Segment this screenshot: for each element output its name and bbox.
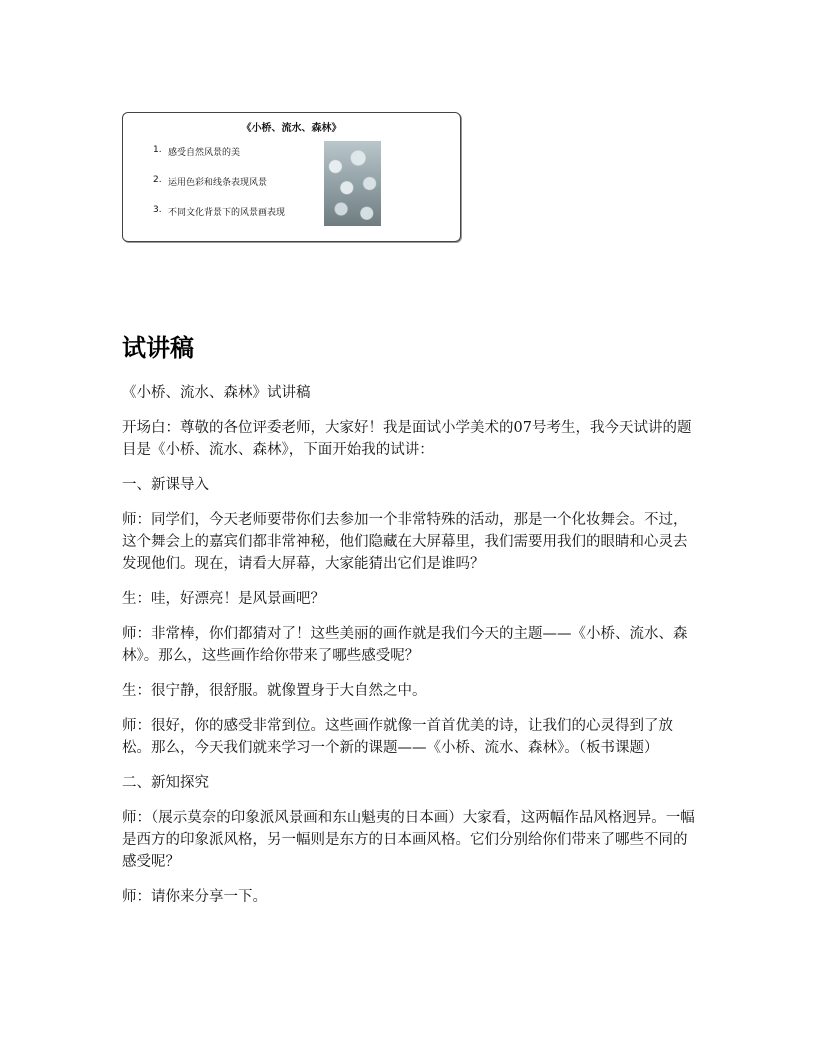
paragraph: 师：请你来分享一下。	[122, 889, 267, 905]
paragraph: 《小桥、流水、森林》试讲稿	[122, 385, 311, 401]
list-item	[153, 145, 285, 175]
list-item	[153, 175, 285, 205]
paragraph: 生：很宁静，很舒服。就像置身于大自然之中。	[122, 683, 427, 699]
list-item-number: 1.	[153, 145, 162, 155]
list-item-text: 不同文化背景下的风景画表现	[168, 208, 286, 218]
list-item-number: 3.	[153, 205, 162, 215]
slide-title: 《小桥、流水、森林》	[241, 123, 342, 134]
paragraph: 师：很好，你的感受非常到位。这些画作就像一首首优美的诗，让我们的心灵得到了放松。那么，今天我们就来学习一个新的课题——《小桥、流水、森林》。（板书课题）	[122, 718, 673, 756]
paragraph: 师：同学们，今天老师要带你们去参加一个非常特殊的活动，那是一个化妆舞会。不过，这个舞会上的嘉宾们都非常神秘，他们隐藏在大屏幕里，我们需要用我们的眼睛和心灵去发现他们。现在，请看大屏幕，大家能猜出它们是谁吗？	[122, 512, 688, 572]
paragraph: 生：哇，好漂亮！是风景画吧？	[122, 591, 325, 607]
paragraph: 一、新课导入	[122, 477, 209, 493]
slide-thumbnail	[122, 112, 461, 242]
list-item-text: 感受自然风景的美	[168, 148, 241, 158]
lecture-script-body	[122, 382, 697, 921]
list-item-number: 2.	[153, 175, 162, 185]
paragraph: 师：（展示莫奈的印象派风景画和东山魁夷的日本画）大家看，这两幅作品风格迥异。一幅是西方的印象派风格，另一幅则是东方的日本画风格。它们分别给你们带来了哪些不同的感受呢？	[122, 810, 695, 870]
list-item	[153, 205, 285, 235]
paragraph: 二、新知探究	[122, 775, 209, 791]
page-heading: 试讲稿	[122, 334, 194, 362]
paragraph: 开场白：尊敬的各位评委老师，大家好！我是面试小学美术的07号考生，我今天试讲的题目是《小桥、流水、森林》，下面开始我的试讲：	[122, 420, 692, 458]
forest-landscape-image	[324, 141, 381, 226]
list-item-text: 运用色彩和线条表现风景	[168, 178, 268, 188]
paragraph: 师：非常棒，你们都猜对了！这些美丽的画作就是我们今天的主题——《小桥、流水、森林》。那么，这些画作给你带来了哪些感受呢？	[122, 626, 688, 664]
slide-objectives-list	[153, 145, 285, 235]
